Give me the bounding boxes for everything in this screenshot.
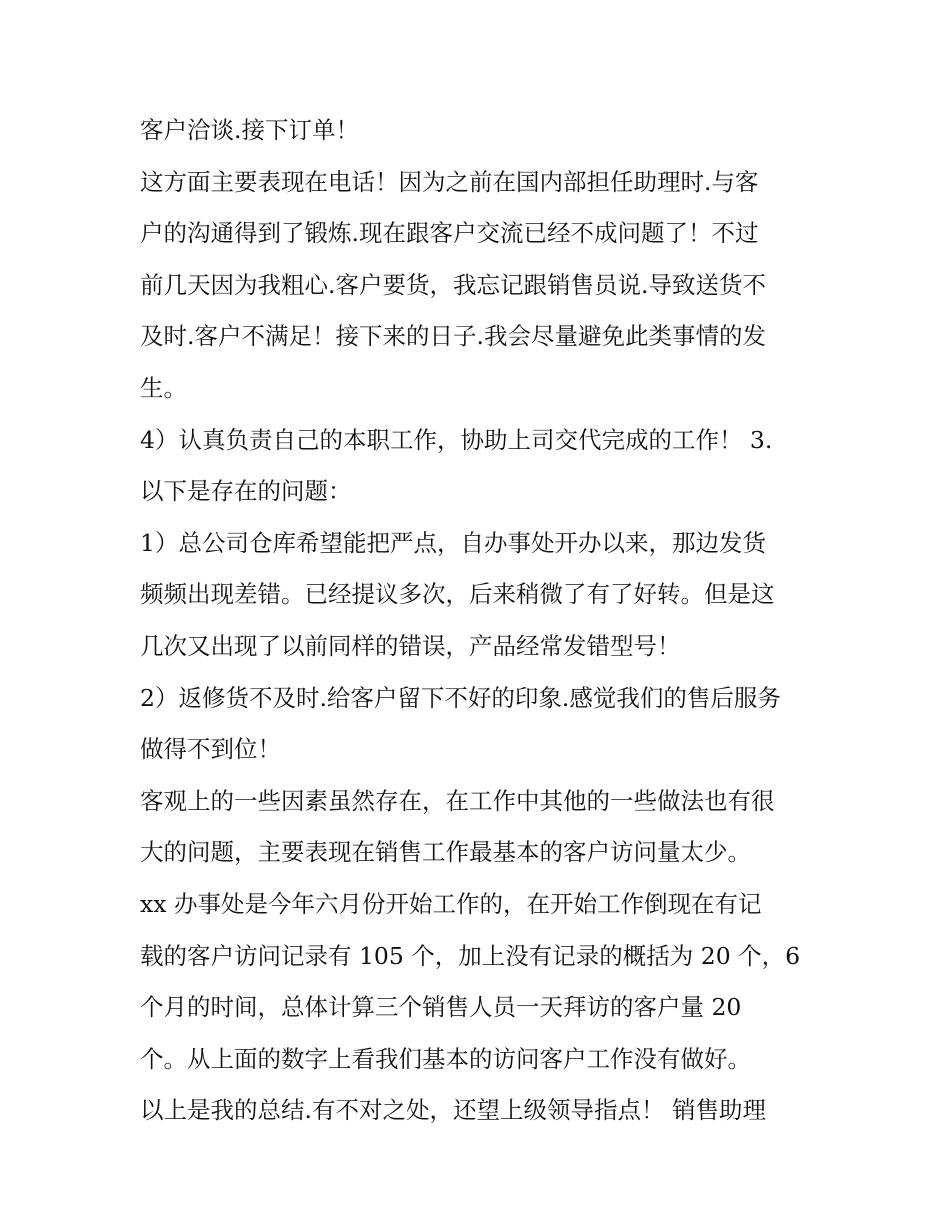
text-line: 载的客户访问记录有 105 个，加上没有记录的概括为 20 个，6 bbox=[140, 941, 801, 970]
text-line: 大的问题，主要表现在销售工作最基本的客户访问量太少。 bbox=[140, 838, 751, 867]
text-line: 客户洽谈.接下订单！ bbox=[140, 116, 359, 144]
text-line: 做得不到位！ bbox=[140, 735, 281, 764]
text-line: 客观上的一些因素虽然存在，在工作中其他的一些做法也有很 bbox=[140, 786, 775, 815]
text-line: 个月的时间，总体计算三个销售人员一天拜访的客户量 20 bbox=[140, 993, 742, 1022]
text-line: 以上是我的总结.有不对之处，还望上级领导指点！ 销售助理 bbox=[140, 1096, 766, 1125]
text-line: 这方面主要表现在电话！因为之前在国内部担任助理时.与客 bbox=[140, 167, 759, 196]
text-line: 个。从上面的数字上看我们基本的访问客户工作没有做好。 bbox=[140, 1044, 751, 1073]
text-line: xx 办事处是今年六月份开始工作的，在开始工作倒现在有记 bbox=[140, 889, 762, 918]
text-line: 以下是存在的问题： bbox=[140, 477, 352, 506]
text-line: 及时.客户不满足！接下来的日子.我会尽量避免此类事情的发 bbox=[140, 322, 766, 351]
text-line: 几次又出现了以前同样的错误，产品经常发错型号！ bbox=[140, 631, 681, 660]
text-line: 户的沟通得到了锻炼.现在跟客户交流已经不成问题了！不过 bbox=[140, 219, 759, 248]
text-line: 1）总公司仓库希望能把严点，自办事处开办以来，那边发货 bbox=[140, 528, 766, 557]
document-body bbox=[140, 105, 820, 1137]
text-line: 频频出现差错。已经提议多次，后来稍微了有了好转。但是这 bbox=[140, 580, 775, 609]
text-line: 4）认真负责自己的本职工作，协助上司交代完成的工作！ 3. bbox=[140, 425, 773, 454]
text-line: 2）返修货不及时.给客户留下不好的印象.感觉我们的售后服务 bbox=[140, 683, 781, 712]
text-line: 生。 bbox=[140, 373, 187, 402]
text-line: 前几天因为我粗心.客户要货，我忘记跟销售员说.导致送货不 bbox=[140, 270, 766, 299]
